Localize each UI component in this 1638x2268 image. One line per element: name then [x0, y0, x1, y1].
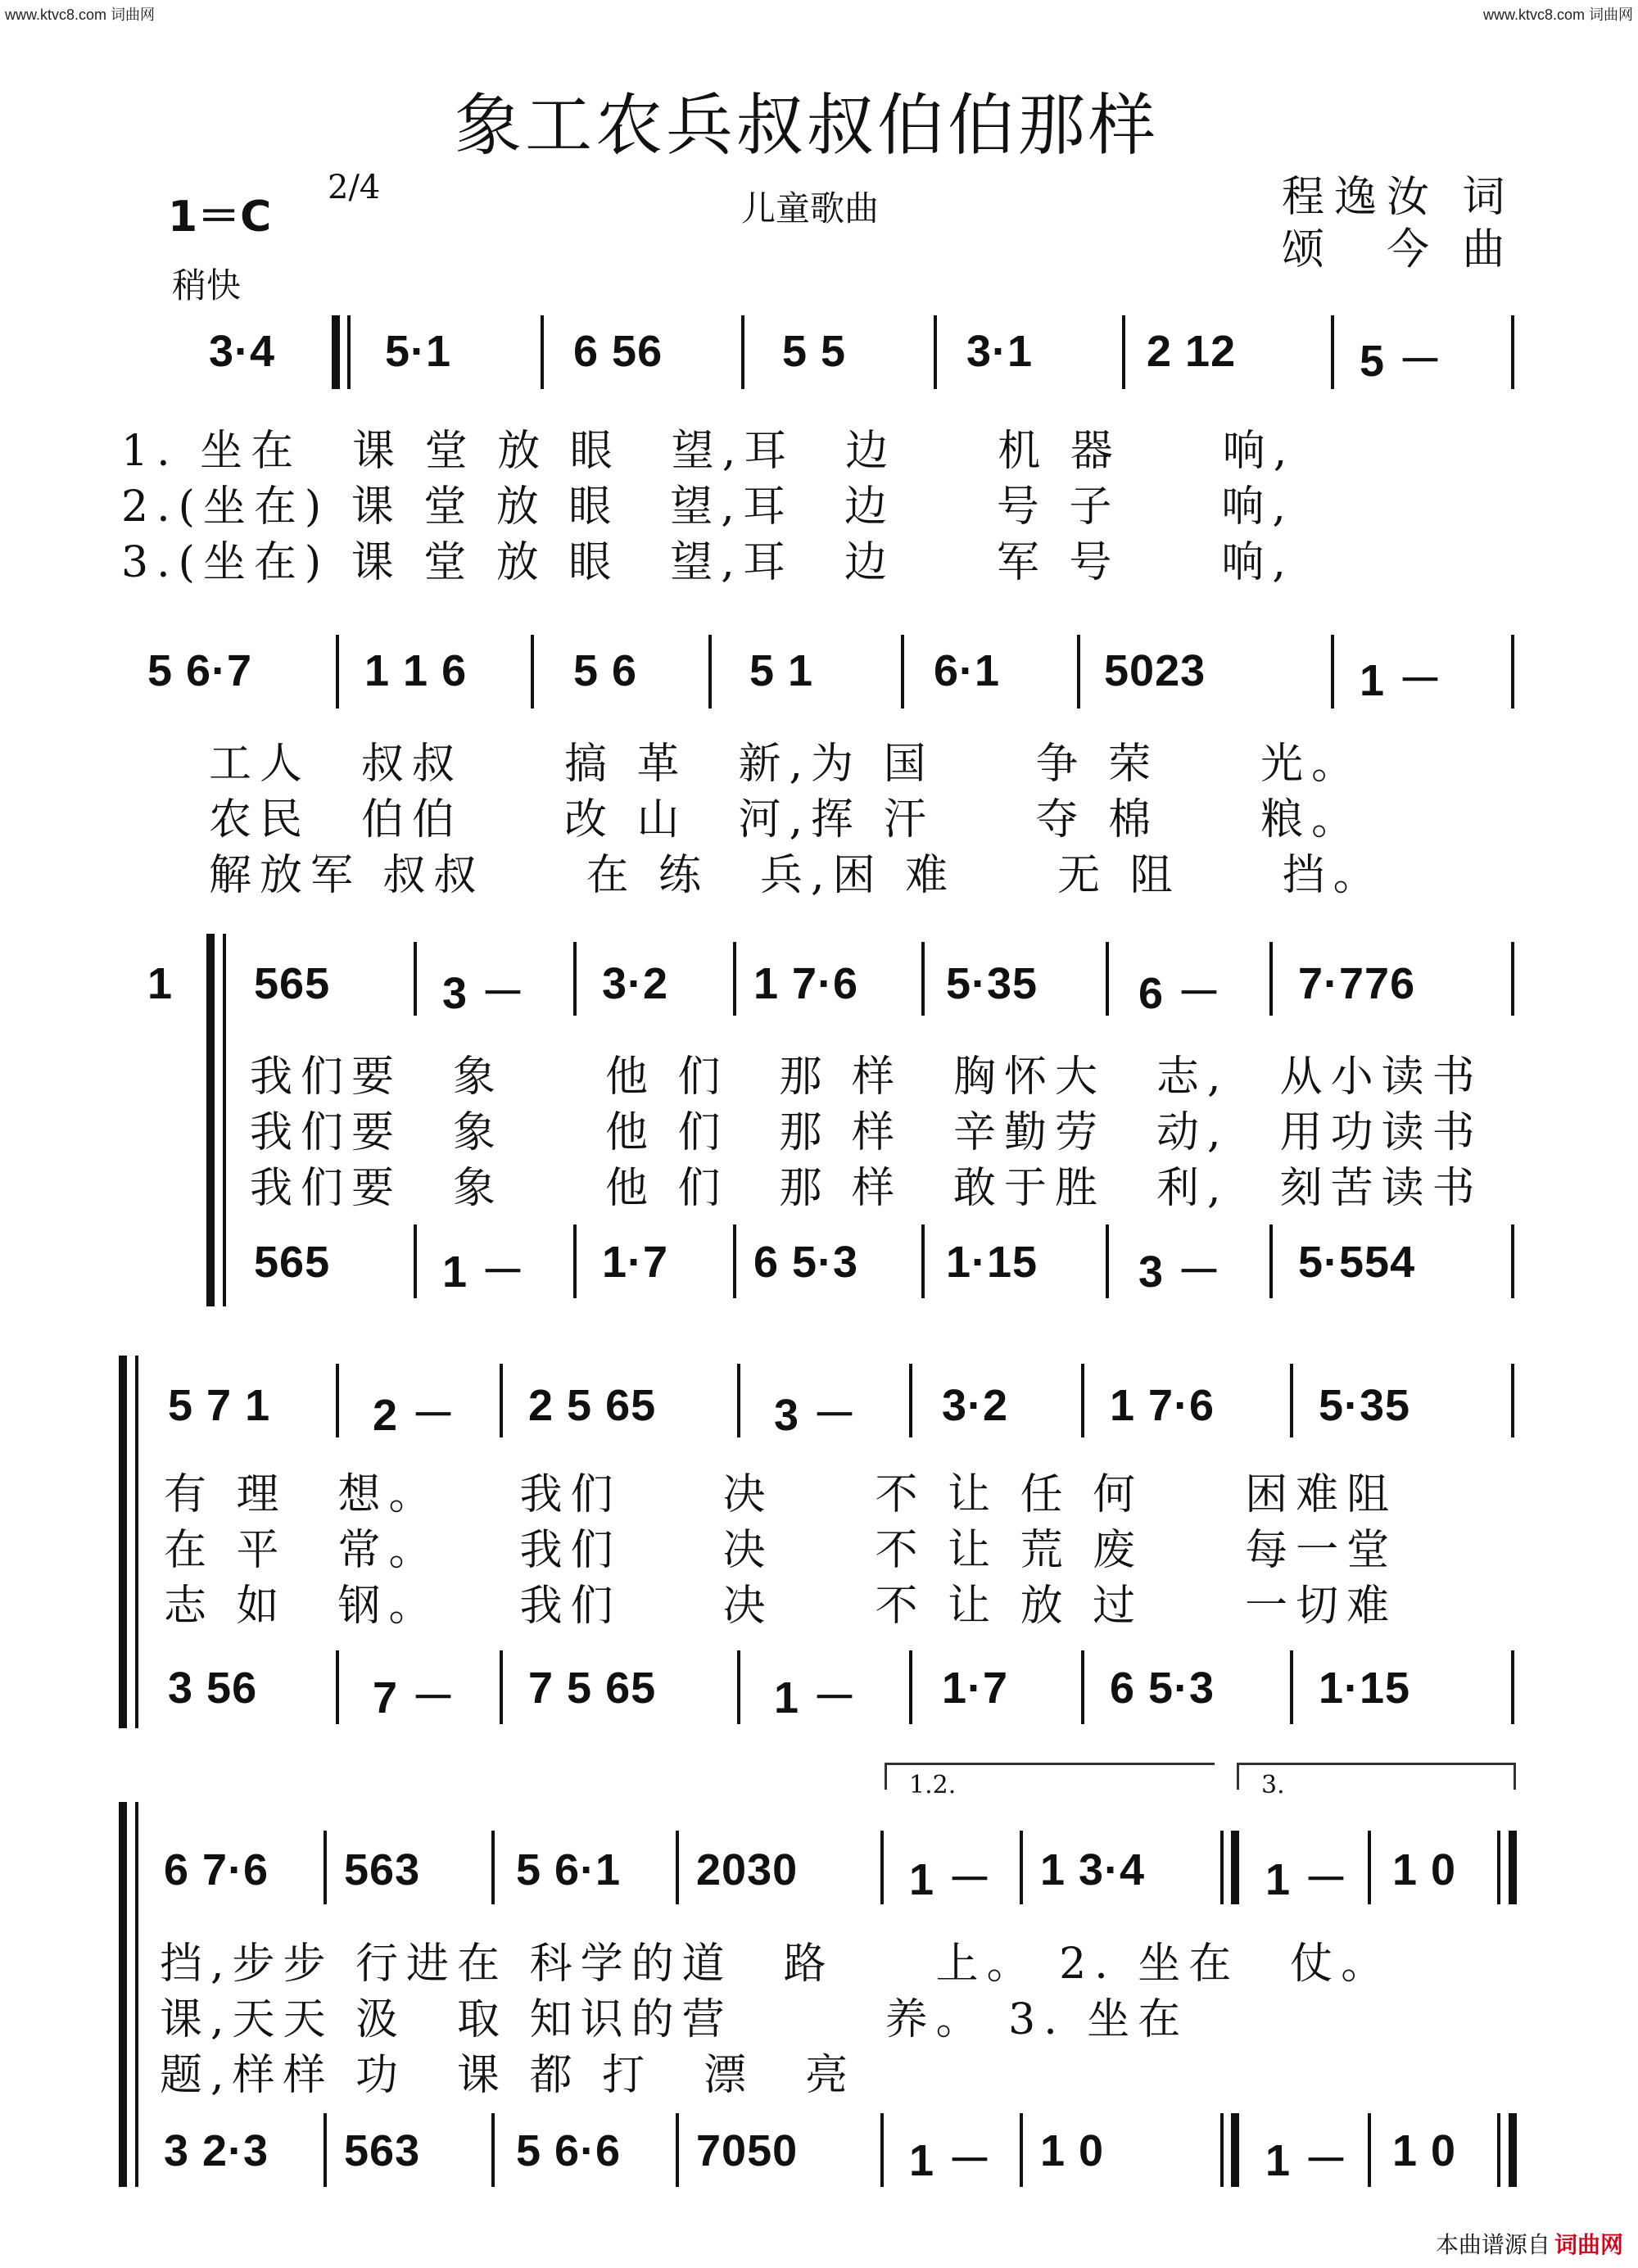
footer-source-label: 本曲谱源自 — [1435, 2231, 1550, 2258]
measure: 563 — [344, 2126, 421, 2175]
measure: 3 － — [1138, 1247, 1223, 1297]
barline — [676, 1831, 679, 1904]
measure: 7·776 — [1298, 959, 1416, 1008]
barline — [1081, 1650, 1084, 1724]
barline — [1220, 2113, 1224, 2187]
barline — [1331, 315, 1334, 389]
barline — [531, 635, 534, 708]
barline — [1269, 1225, 1273, 1298]
lyric-verse-1: 挡,步步 行进在 科学的道 路 上。 2. 坐在 仗。 — [160, 1940, 1392, 1989]
barline — [1122, 315, 1125, 389]
barline — [500, 1364, 503, 1437]
lyric-verse-1: 我们要 象 他 们 那 样 胸怀大 志, 从小读书 — [250, 1053, 1483, 1102]
lyric-verse-3: 3.(坐在) 课 堂 放 眼 望,耳 边 军 号 响, — [121, 538, 1294, 587]
measure: 1 － — [1265, 2136, 1350, 2185]
barline — [1077, 635, 1080, 708]
lyric-verse-3: 我们要 象 他 们 那 样 敢于胜 利, 刻苦读书 — [250, 1164, 1483, 1213]
measure: 3 － — [774, 1391, 858, 1440]
time-signature-value: 2/4 — [328, 169, 381, 206]
lyric-verse-1: 1. 坐在 课 堂 放 眼 望,耳 边 机 器 响, — [121, 427, 1296, 476]
barline — [541, 315, 544, 389]
measure: 6 7·6 — [164, 1845, 269, 1895]
measure: 1 0 — [1392, 2126, 1457, 2175]
measure: 1 — [147, 959, 174, 1008]
measure: 1 7·6 — [1110, 1381, 1215, 1430]
system-bracket — [119, 1356, 127, 1728]
barline — [737, 1364, 740, 1437]
measure: 1·15 — [1319, 1664, 1411, 1713]
barline — [1368, 2113, 1371, 2187]
measure: 1 7·6 — [753, 959, 859, 1008]
lyric-verse-2: 我们要 象 他 们 那 样 辛勤劳 动, 用功读书 — [250, 1108, 1483, 1157]
barline — [500, 1650, 503, 1724]
barline — [676, 2113, 679, 2187]
barline — [347, 315, 351, 389]
key-signature: 1＝C — [168, 192, 272, 242]
site-watermark-right: www.ktvc8.com 词曲网 — [1482, 7, 1633, 23]
barline — [733, 942, 736, 1016]
measure: 2 5 65 — [528, 1381, 657, 1430]
measure: 3·2 — [602, 959, 669, 1008]
barline — [921, 942, 925, 1016]
measure: 1 － — [1360, 656, 1444, 705]
barline — [708, 635, 712, 708]
footer-brand-link[interactable]: 词曲网 — [1554, 2231, 1623, 2258]
time-signature — [328, 169, 381, 206]
measure: 5 7 1 — [168, 1381, 271, 1430]
measure: 1 － — [909, 2136, 993, 2185]
measure: 5 5 — [782, 327, 847, 376]
final-bar — [1509, 1831, 1517, 1904]
measure: 565 — [254, 1238, 331, 1287]
lyric-verse-2: 课,天天 汲 取 知识的营 养。 3. 坐在 — [160, 1995, 1189, 2044]
measure: 6 － — [1138, 969, 1223, 1018]
measure: 1·7 — [942, 1664, 1009, 1713]
barline — [491, 2113, 495, 2187]
barline — [901, 635, 904, 708]
measure: 2030 — [696, 1845, 799, 1895]
measure: 6 5·3 — [753, 1238, 859, 1287]
measure: 5·1 — [385, 327, 452, 376]
measure: 5023 — [1104, 646, 1206, 695]
barline — [1020, 2113, 1023, 2187]
barline — [1106, 942, 1109, 1016]
barline — [1269, 942, 1273, 1016]
measure: 3·2 — [942, 1381, 1009, 1430]
genre-label: 儿童歌曲 — [741, 188, 880, 229]
measure: 5 6·1 — [516, 1845, 622, 1895]
barline — [414, 942, 417, 1016]
measure: 5·35 — [1319, 1381, 1411, 1430]
measure: 7 5 65 — [528, 1664, 657, 1713]
barline — [1081, 1364, 1084, 1437]
barline — [733, 1225, 736, 1298]
volta-label-2: 3. — [1261, 1771, 1285, 1799]
system-bracket — [119, 1802, 127, 2187]
repeat-end-bar — [1231, 1831, 1239, 1904]
measure: 1 0 — [1040, 2126, 1105, 2175]
lyric-verse-1: 工人 叔叔 搞 革 新,为 国 争 荣 光。 — [209, 740, 1363, 789]
barline — [1020, 1831, 1023, 1904]
measure: 5 1 — [749, 646, 814, 695]
lyric-verse-2: 在 平 常。 我们 决 不 让 荒 废 每一堂 — [164, 1526, 1398, 1575]
barline — [1368, 1831, 1371, 1904]
barline — [324, 2113, 327, 2187]
measure: 5 6·7 — [147, 646, 253, 695]
lyric-verse-3: 解放军 叔叔 在 练 兵,困 难 无 阻 挡。 — [209, 851, 1384, 900]
repeat-end-bar — [1231, 2113, 1239, 2187]
barline — [223, 934, 226, 1306]
measure: 3 － — [442, 969, 527, 1018]
tempo-marking: 稍快 — [172, 265, 242, 306]
barline — [135, 1356, 138, 1728]
measure: 2 － — [373, 1391, 457, 1440]
barline — [737, 1650, 740, 1724]
site-watermark-left: www.ktvc8.com 词曲网 — [5, 7, 156, 23]
barline — [880, 1831, 884, 1904]
measure: 5 6 — [573, 646, 638, 695]
composer-credit: 颂 今 曲 — [1282, 225, 1515, 274]
measure: 3·4 — [209, 327, 276, 376]
volta-label-1: 1.2. — [909, 1771, 957, 1799]
measure: 1 － — [774, 1673, 858, 1723]
measure: 1·7 — [602, 1238, 669, 1287]
barline — [1497, 2113, 1500, 2187]
barline — [921, 1225, 925, 1298]
measure: 1 0 — [1392, 1845, 1457, 1895]
barline — [741, 315, 744, 389]
measure: 1 3·4 — [1040, 1845, 1146, 1895]
barline — [1511, 1650, 1514, 1724]
measure: 3 56 — [168, 1664, 258, 1713]
barline — [324, 1831, 327, 1904]
barline — [880, 2113, 884, 2187]
barline — [934, 315, 937, 389]
lyric-verse-2: 农民 伯伯 改 山 河,挥 汗 夺 棉 粮。 — [209, 795, 1363, 844]
lyric-verse-3: 志 如 钢。 我们 决 不 让 放 过 一切难 — [164, 1582, 1398, 1631]
barline — [1511, 1364, 1514, 1437]
barline — [573, 942, 577, 1016]
measure: 6 5·3 — [1110, 1664, 1215, 1713]
barline — [1106, 1225, 1109, 1298]
measure: 7 － — [373, 1673, 457, 1723]
measure: 5 － — [1360, 337, 1444, 386]
barline — [1290, 1650, 1293, 1724]
barline — [1511, 1225, 1514, 1298]
barline — [909, 1650, 912, 1724]
barline — [336, 1650, 339, 1724]
barline — [1511, 315, 1514, 389]
lyricist-credit: 程逸汝 词 — [1282, 173, 1515, 222]
lyric-verse-2: 2.(坐在) 课 堂 放 眼 望,耳 边 号 子 响, — [121, 482, 1294, 532]
measure: 1 － — [1265, 1855, 1350, 1904]
barline — [1290, 1364, 1293, 1437]
barline — [336, 635, 339, 708]
system-bracket — [206, 934, 215, 1306]
measure: 5 6·6 — [516, 2126, 622, 2175]
final-bar — [1509, 2113, 1517, 2187]
barline — [1511, 942, 1514, 1016]
measure: 2 12 — [1147, 327, 1237, 376]
song-title: 象工农兵叔叔伯伯那样 — [455, 87, 1160, 165]
measure: 1 1 6 — [364, 646, 468, 695]
measure: 1 － — [442, 1247, 527, 1297]
measure: 6·1 — [934, 646, 1001, 695]
barline — [414, 1225, 417, 1298]
measure: 1·15 — [946, 1238, 1038, 1287]
barline — [573, 1225, 577, 1298]
barline — [1331, 635, 1334, 708]
measure: 3·1 — [966, 327, 1034, 376]
measure: 563 — [344, 1845, 421, 1895]
barline — [1511, 635, 1514, 708]
measure: 565 — [254, 959, 331, 1008]
footer-credit — [1436, 2227, 1623, 2260]
barline — [336, 1364, 339, 1437]
barline — [491, 1831, 495, 1904]
lyric-verse-1: 有 理 想。 我们 决 不 让 任 何 困难阻 — [164, 1470, 1398, 1519]
barline — [1497, 1831, 1500, 1904]
measure: 7050 — [696, 2126, 799, 2175]
measure: 3 2·3 — [164, 2126, 269, 2175]
lyric-verse-3: 题,样样 功 课 都 打 漂 亮 — [160, 2051, 857, 2100]
repeat-start-bar — [332, 315, 340, 389]
barline — [135, 1802, 138, 2187]
measure: 5·35 — [946, 959, 1038, 1008]
barline — [909, 1364, 912, 1437]
barline — [1220, 1831, 1224, 1904]
measure: 6 56 — [573, 327, 663, 376]
measure: 5·554 — [1298, 1238, 1416, 1287]
measure: 1 － — [909, 1855, 993, 1904]
